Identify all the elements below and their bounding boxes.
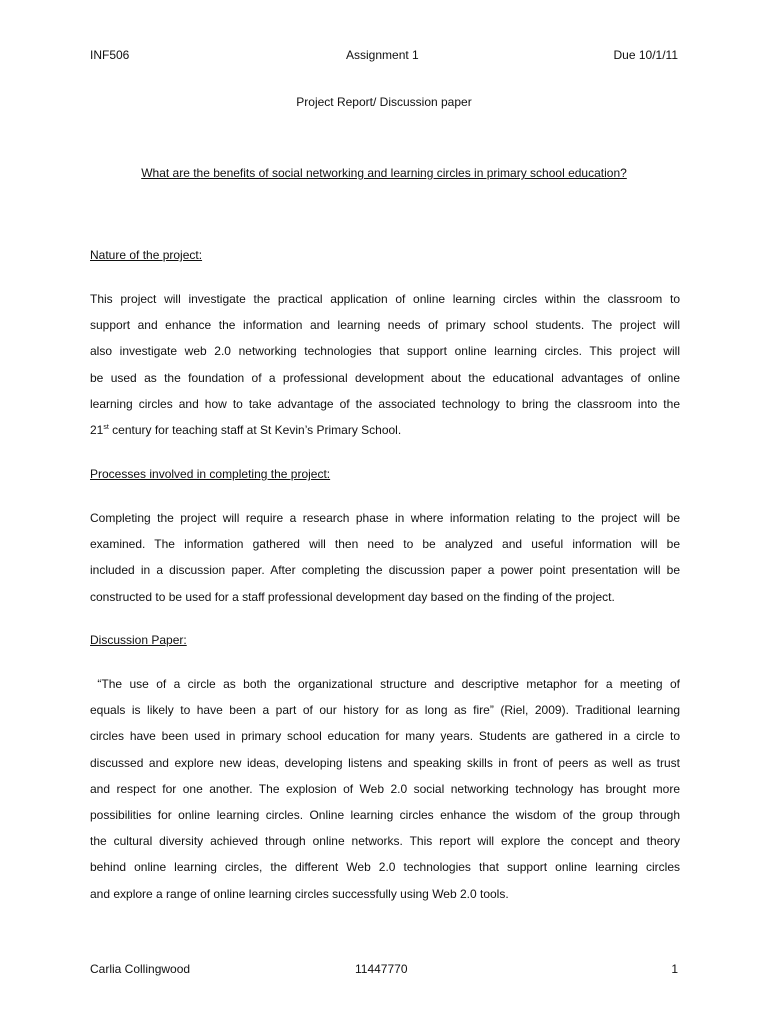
nature-line: also investigate web 2.0 networking technologies that support online learning circles. This project will	[90, 344, 680, 359]
discussion-line: circles have been used in primary school education for many years. Students are gathered in a circle to	[90, 729, 680, 744]
nature-line: be used as the foundation of a professional development about the educational advantages of online	[90, 370, 680, 385]
discussion-line: behind online learning circles, the different Web 2.0 technologies that support online learning circles	[90, 860, 680, 875]
discussion-line: and respect for one another. The explosion of Web 2.0 social networking technology has brought more	[90, 781, 680, 796]
research-question: What are the benefits of social networking and learning circles in primary school education?	[141, 166, 627, 180]
discussion-line: the cultural diversity achieved through online networks. This report will explore the concept and theory	[90, 834, 680, 849]
header-due-date: Due 10/1/11	[613, 48, 678, 62]
header-course-code: INF506	[90, 48, 130, 62]
nature-line: learning circles and how to take advantage of the associated technology to bring the classroom into the	[90, 396, 680, 411]
footer-page-number: 1	[671, 962, 678, 976]
processes-line: examined. The information gathered will then need to be analyzed and useful information will be	[90, 537, 680, 552]
discussion-line: equals is likely to have been a part of our history for as long as fire” (Riel, 2009). Traditional learning	[90, 703, 680, 718]
discussion-line: “The use of a circle as both the organizational structure and descriptive metaphor for a meeting of	[90, 677, 680, 691]
discussion-paragraph	[90, 671, 680, 907]
processes-line: Completing the project will require a research phase in where information relating to the project will be	[90, 511, 680, 525]
processes-paragraph	[90, 505, 680, 610]
processes-heading: Processes involved in completing the project:	[90, 467, 331, 481]
discussion-line: possibilities for online learning circles. Online learning circles enhance the wisdom of the group through	[90, 807, 680, 822]
century-text: century for teaching staff at St Kevin’s Primary School.	[108, 422, 402, 437]
processes-line: included in a discussion paper. After completing the discussion paper a power point presentation will be	[90, 563, 680, 578]
nature-line: This project will investigate the practical application of online learning circles within the classroom to	[90, 292, 680, 306]
header-assignment: Assignment 1	[346, 48, 419, 62]
nature-heading: Nature of the project:	[90, 248, 203, 262]
processes-line-last: constructed to be used for a staff professional development day based on the finding of the project.	[90, 589, 615, 604]
nature-paragraph	[90, 286, 680, 443]
nature-line: support and enhance the information and learning needs of primary school students. The project will	[90, 318, 680, 333]
discussion-line-last: and explore a range of online learning circles successfully using Web 2.0 tools.	[90, 886, 509, 901]
discussion-line: discussed and explore new ideas, developing listens and speaking skills in front of peers as well as trust	[90, 755, 680, 770]
footer-student-id: 11447770	[355, 962, 408, 976]
discussion-heading: Discussion Paper:	[90, 633, 187, 647]
ordinal-suffix: st	[103, 423, 109, 431]
report-type-title: Project Report/ Discussion paper	[296, 95, 472, 109]
footer-author: Carlia Collingwood	[90, 962, 191, 976]
century-number: 21	[90, 422, 104, 437]
nature-line-last	[90, 417, 680, 443]
